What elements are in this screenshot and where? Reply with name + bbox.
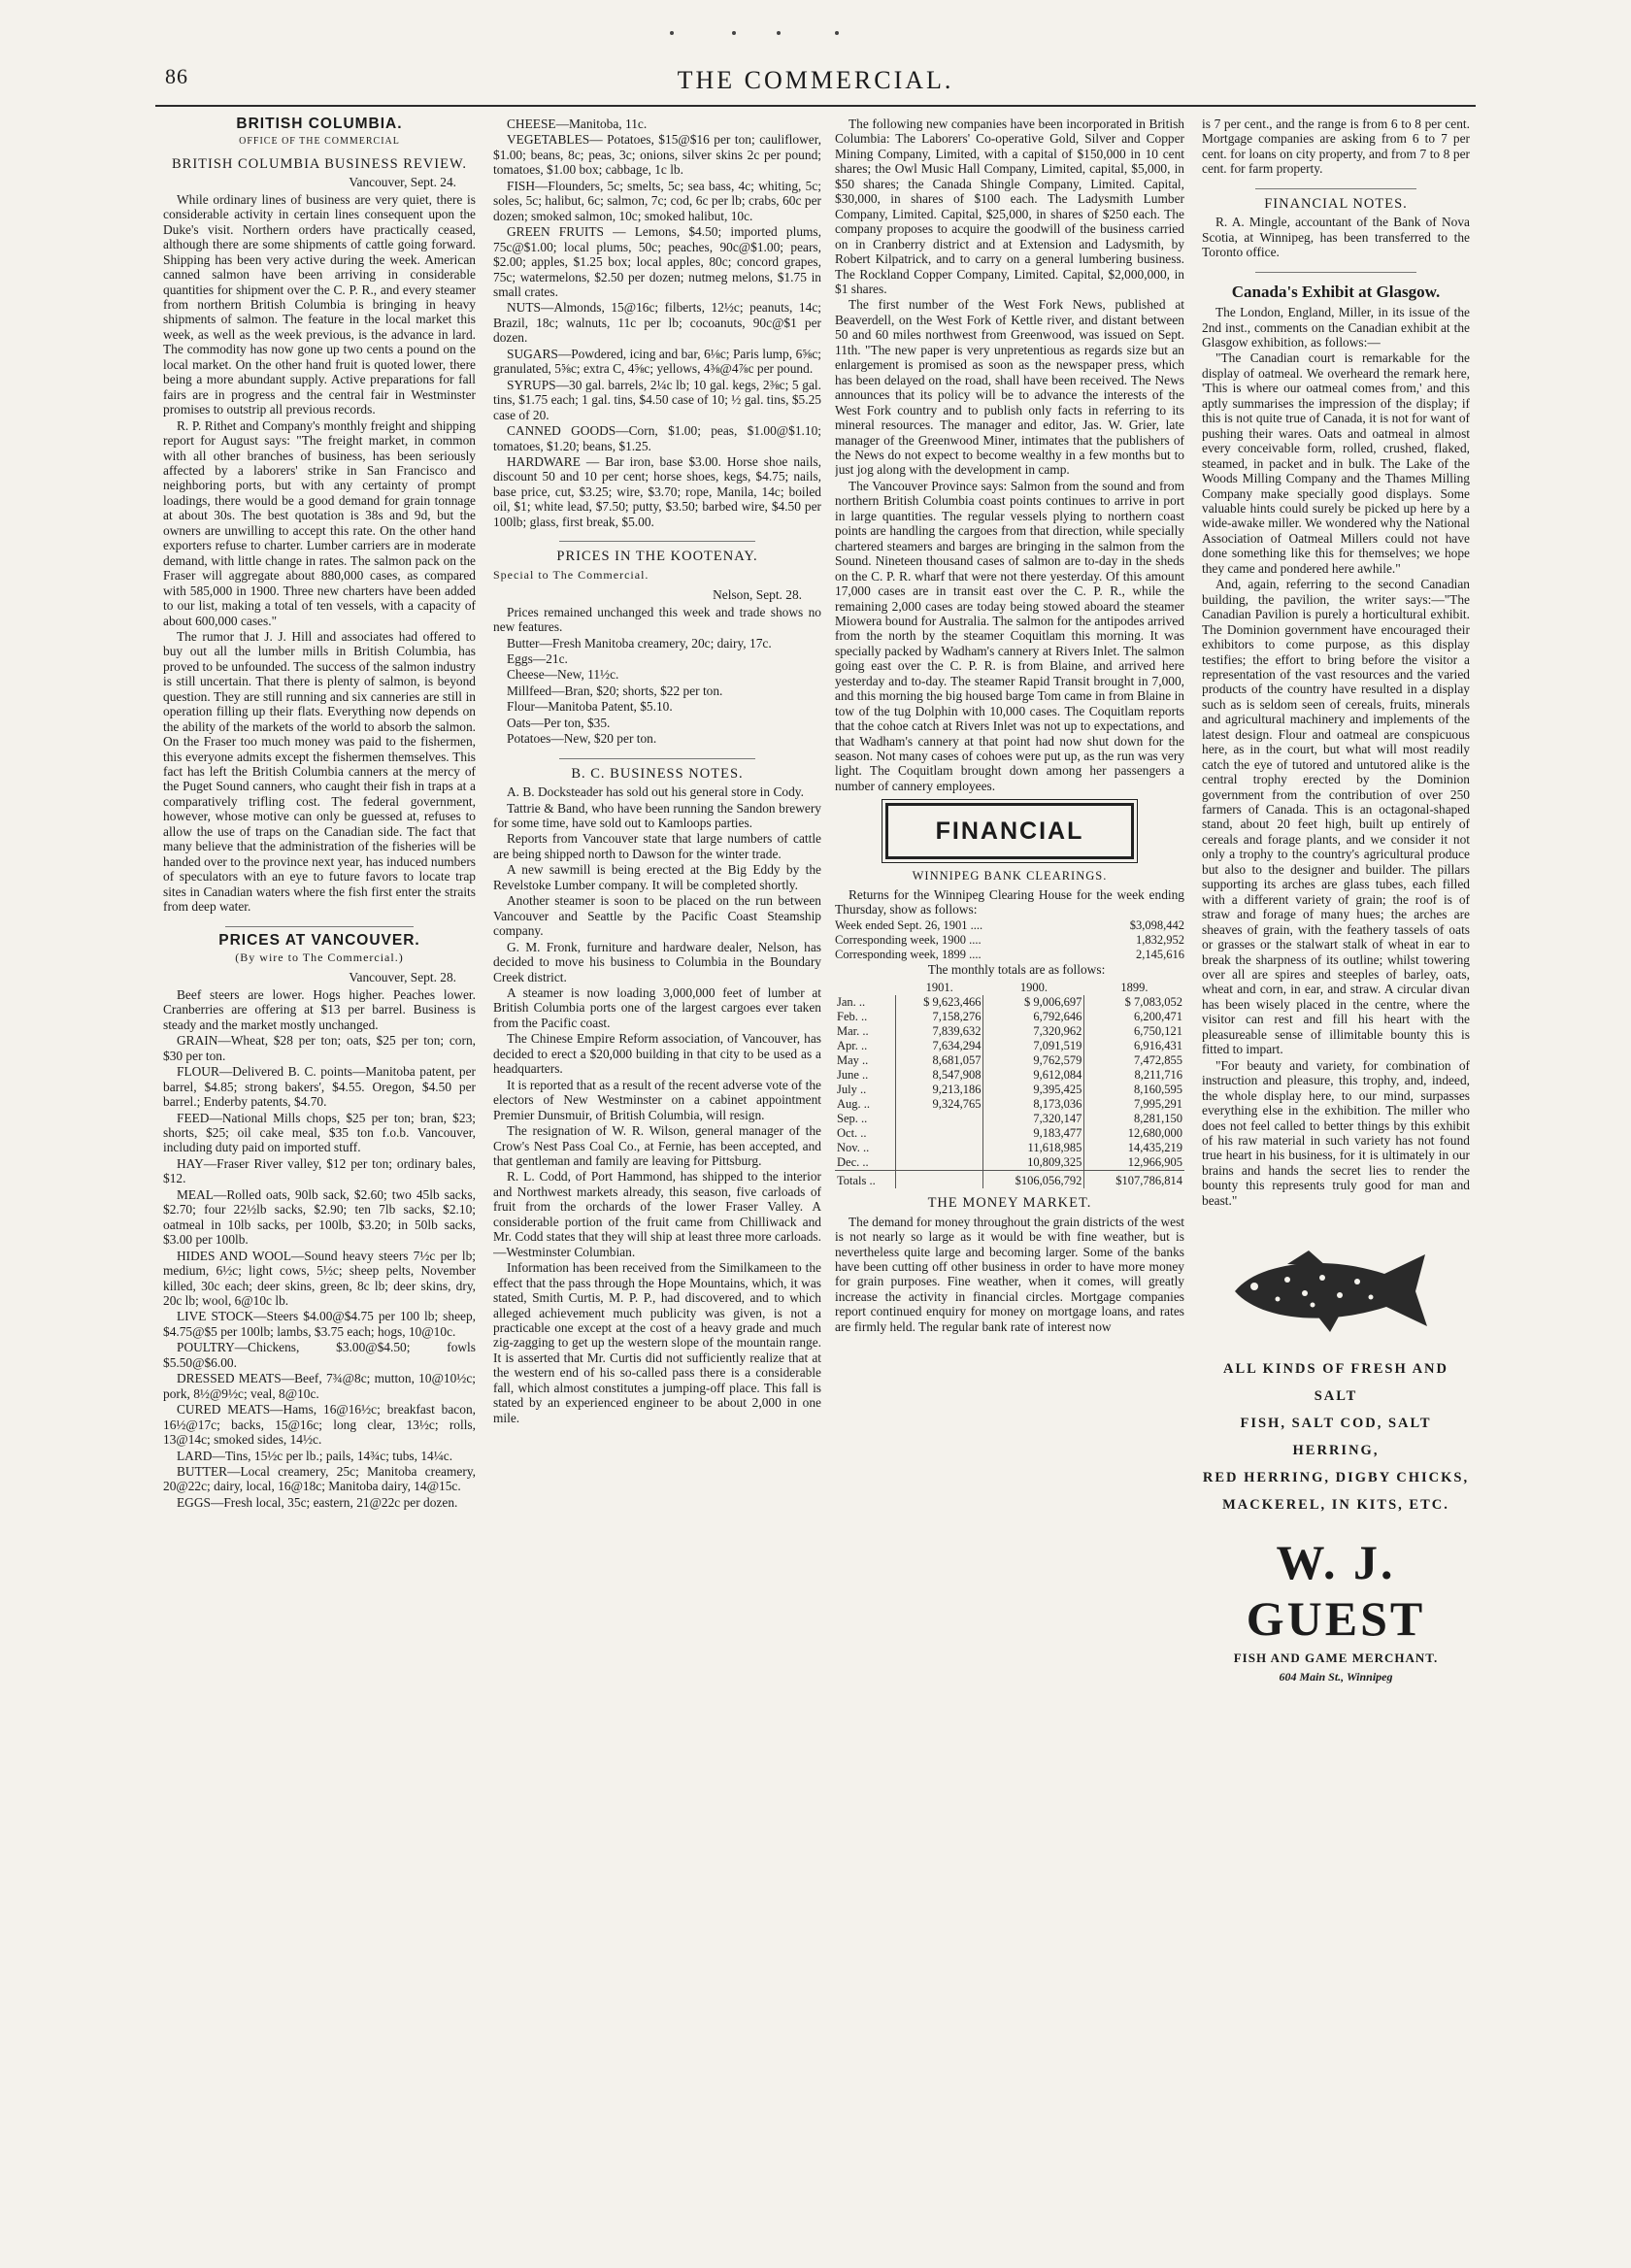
separator: [1255, 272, 1416, 273]
paragraph: CURED MEATS—Hams, 16@16½c; breakfast bacon, 16½@17c; backs, 15@16c; long clear, 13½c; rolls, 13@14c; smoked sides, 14½c.: [163, 1402, 476, 1448]
value-1901: [895, 1141, 983, 1155]
value-1900: 7,320,147: [983, 1112, 1084, 1126]
paragraph: G. M. Fronk, furniture and hardware dealer, Nelson, has decided to move his business to Columbia in the Boundary Creek district.: [493, 939, 821, 984]
value-1899: 12,966,905: [1084, 1155, 1184, 1171]
paragraph: The rumor that J. J. Hill and associates had offered to buy out all the lumber mills in British Columbia, has proved to be unfounded. The success of the salmon industry is still uncertain. That there is plenty of salmon, is beyond question. They are still running and six canneries are still in operation filling up their flats. Everything now depends on the ability of the markets of the world to absorb the salmon. On the Fraser too much money was paid to the fishermen, this everyone admits except the fishermen themselves. This fact has left the British Columbia canners at the mercy of the Puget Sound canners, who caught their fish in traps at a comparatively trifling cost. The federal government, however, whose motive can only be guessed at, refuses to allow the use of traps on the Canadian side. The fact that many believe that the administration of the fisheries will be handed over to the province next year, has induced numbers of speculators with an eye to future favors to locate trap sites in Canadian waters where the fish first enter the straits from deep water.: [163, 628, 476, 915]
paragraph: A steamer is now loading 3,000,000 feet of lumber at British Columbia ports one of the largest cargoes ever taken from the Pacific coast.: [493, 985, 821, 1030]
year-header: 1901.: [925, 981, 953, 995]
table-row: [835, 1053, 1184, 1068]
paragraph: HAY—Fraser River valley, $12 per ton; ordinary bales, $12.: [163, 1155, 476, 1186]
month-cell: June ..: [837, 1068, 869, 1083]
year-header: 1899.: [1120, 981, 1148, 995]
review-body: [163, 192, 476, 915]
month-cell: July ..: [837, 1083, 867, 1097]
value-1900: 9,395,425: [983, 1083, 1084, 1097]
glasgow-exhibit-body: [1202, 305, 1470, 1208]
clearings-title: WINNIPEG BANK CLEARINGS.: [912, 869, 1108, 884]
kootenay-prices: [493, 636, 821, 747]
table-row: [835, 1155, 1184, 1171]
totals-cell: Totals ..: [835, 1171, 895, 1189]
month-cell: Aug. ..: [837, 1097, 871, 1112]
table-row: [835, 1112, 1184, 1126]
paragraph: R. L. Codd, of Port Hammond, has shipped to the interior and Northwest markets already, this season, five carloads of fruit from the orchards of the lower Fraser Valley. A considerable portion of the fruit came from Chilliwack and Mr. Codd states that they will ship at least three more carloads.—Westminster Columbian.: [493, 1169, 821, 1259]
month-cell: Nov. ..: [837, 1141, 870, 1155]
paragraph: It is reported that as a result of the recent adverse vote of the electors of New Westminster on a cabinet appointment Premier Dunsmuir, of British Columbia, will resign.: [493, 1077, 821, 1122]
table-row: [835, 933, 1184, 948]
paragraph: Eggs—21c.: [507, 650, 568, 666]
table-row: [835, 995, 1184, 1010]
ad-line-3: RED HERRING, DIGBY CHICKS,: [1202, 1470, 1470, 1486]
paragraph: Flour—Manitoba Patent, $5.10.: [507, 699, 673, 715]
week-value: $3,098,442: [1129, 917, 1184, 932]
month-cell: Apr. ..: [837, 1039, 868, 1053]
paragraph: FEED—National Mills chops, $25 per ton; bran, $23; shorts, $25; oil cake meal, $35 ton f.o.b. Vancouver, including duty paid on imported stuff.: [163, 1110, 476, 1155]
financial-banner: FINANCIAL: [885, 803, 1134, 859]
paragraph: Cheese—New, 11½c.: [507, 667, 619, 683]
paragraph: HIDES AND WOOL—Sound heavy steers 7½c per lb; medium, 6½c; light cows, 5½c; sheep pelts, November killed, 30c each; deer skins, green, 8c lb; deer skins, dry, 20c lb; wool, 6@10c lb.: [163, 1248, 476, 1308]
table-row: [835, 1068, 1184, 1083]
month-cell: Jan. ..: [837, 995, 866, 1010]
column-4: [1202, 117, 1470, 2262]
paragraph: The Chinese Empire Reform association, of Vancouver, has decided to erect a $20,000 building in that city to be used as a headquarters.: [493, 1031, 821, 1077]
value-1900: 9,762,579: [983, 1053, 1084, 1068]
month-cell: Oct. ..: [837, 1126, 867, 1141]
financial-notes-body: R. A. Mingle, accountant of the Bank of Nova Scotia, at Winnipeg, has been transferred to the Toronto office.: [1202, 215, 1470, 260]
review-title: BRITISH COLUMBIA BUSINESS REVIEW.: [172, 155, 467, 172]
paragraph: VEGETABLES— Potatoes, $15@$16 per ton; cauliflower, $1.00; beans, 8c; peas, 3c; onions, silver skins 2c per pound; tomatoes, $1.00 box; cabbage, 1c lb.: [493, 132, 821, 178]
value-1900: 7,091,519: [983, 1039, 1084, 1053]
value-1901: 9,324,765: [895, 1097, 983, 1112]
kootenay-intro: Prices remained unchanged this week and trade shows no new features.: [493, 604, 821, 635]
month-cell: Sep. ..: [837, 1112, 868, 1126]
page-number: 86: [165, 64, 188, 88]
value-1901: [895, 1126, 983, 1141]
value-1899: $ 7,083,052: [1084, 995, 1184, 1010]
value-1900: 9,183,477: [983, 1126, 1084, 1141]
column-3: [835, 117, 1184, 2262]
value-1901: [895, 1155, 983, 1171]
review-dateline: Vancouver, Sept. 24.: [349, 175, 456, 190]
paragraph: Oats—Per ton, $35.: [507, 715, 611, 730]
kootenay-dateline: Nelson, Sept. 28.: [713, 587, 802, 603]
print-specks: [660, 31, 854, 37]
paragraph: R. P. Rithet and Company's monthly freight and shipping report for August says: "The freight market, in common with all other branches of business, has been seriously affected by a laborers' strike in San Francisco and neighboring ports, but with any certainty of prompt loadings, there would be a good demand for grain tonnage at about 30s. The best quotation is 38s and 9d, but the owners are unwilling to accept this rate. On the other hand exporters refuse to charter. Lumber carriers are in moderate demand, with little change in rates. The salmon pack on the Fraser will aggregate about 880,000 cases, as compared with 585,000 in 1900. Three new charters have been added to our list, making a total of ten vessels, with a capacity of about 600,000 cases.": [163, 417, 476, 628]
fish-icon: [1219, 1241, 1452, 1338]
fish-merchant-advertisement: [1202, 1241, 1470, 1684]
paragraph: Information has been received from the Similkameen to the effect that the pass through the Hope Mountains, which, it was stated, Smith Curtis, M. P. P., had discovered, and to which alleged achievement much publicity was given, is not a practicable one except at the cost of a heavy grade and much zig-zagging to get up the western slope of the mountain range. It is asserted that Mr. Curtis did not sufficiently realize that at the western end of his so-called pass there is a considerable fall, which almost constitutes a jumping-off place. This fall is stated by an experienced engineer to be about 2,000 in one mile.: [493, 1260, 821, 1425]
separator: [1255, 188, 1416, 189]
money-market-body: The demand for money throughout the grain districts of the west is not nearly so large as it would be with fine weather, but is nevertheless quite large and becoming larger. Some of the banks have been cutting off other business in order to have more money for grain purposes. Fine weather, when it comes, will greatly increase the activity in financial circles. Mortgage companies report continued enquiry for money on mortgage loans, and rates are firmly held. The regular bank rate of interest now: [835, 1214, 1184, 1334]
table-row: [835, 918, 1184, 933]
paragraph: DRESSED MEATS—Beef, 7¾@8c; mutton, 10@10½c; pork, 8½@9½c; veal, 8@10c.: [163, 1371, 476, 1401]
ad-line-4: MACKEREL, IN KITS, ETC.: [1222, 1497, 1449, 1514]
table-header-row: [835, 981, 1184, 995]
separator: [225, 926, 413, 927]
value-1901: 8,681,057: [895, 1053, 983, 1068]
value-1900: 8,173,036: [983, 1097, 1084, 1112]
week-label: Corresponding week, 1899 ....: [835, 947, 982, 961]
paragraph: The resignation of W. R. Wilson, general manager of the Crow's Nest Pass Coal Co., at Fernie, has been accepted, and that gentleman and family are leaving for Pittsburg.: [493, 1123, 821, 1168]
masthead: THE COMMERCIAL.: [677, 66, 954, 94]
office-line: OFFICE OF THE COMMERCIAL: [239, 136, 400, 148]
paragraph: The first number of the West Fork News, published at Beaverdell, on the West Fork of Kettle river, and distant between 50 and 60 miles northwest from Greenwood, was issued on Sept. 11th. "The new paper is very unpretentious as regards size but an enlargement is promised as soon as the newspaper press, which has been delayed on the road, shall have been received. The News announces that its policy will be to advance the interests of the West Fork country and to publish only facts in referring to its mineral resources. The manager and editor, Jas. W. Grier, late manager of the Greenwood Miner, intimates that the publishers of the News do not expect to become wealthy in a few months but to just jog along with the development in camp.: [835, 297, 1184, 478]
month-cell: Dec. ..: [837, 1155, 869, 1170]
clearings-intro: Returns for the Winnipeg Clearing House for the week ending Thursday, show as follows:: [835, 886, 1184, 917]
money-market-continued: is 7 per cent., and the range is from 6 to 8 per cent. Mortgage companies are asking from 6 to 7 per cent. for loans on city property, and from 7 to 8 per cent. for farm property.: [1202, 117, 1470, 177]
week-label: Corresponding week, 1900 ....: [835, 932, 982, 947]
value-1899: 7,995,291: [1084, 1097, 1184, 1112]
ad-line-2: FISH, SALT COD, SALT HERRING,: [1240, 1416, 1432, 1459]
week-value: 1,832,952: [1136, 932, 1184, 947]
value-1901: [895, 1112, 983, 1126]
paragraph: Butter—Fresh Manitoba creamery, 20c; dairy, 17c.: [507, 635, 772, 650]
table-row: [835, 948, 1184, 962]
value-1899: 6,916,431: [1084, 1039, 1184, 1053]
value-1900: 10,809,325: [983, 1155, 1084, 1171]
table-row: [835, 1126, 1184, 1141]
paragraph: The London, England, Miller, in its issue of the 2nd inst., comments on the Canadian exhibit at the Glasgow exhibition, as follows:—: [1202, 305, 1470, 350]
value-1899: 12,680,000: [1084, 1126, 1184, 1141]
paragraph: CHEESE—Manitoba, 11c.: [507, 117, 648, 131]
paragraph: POULTRY—Chickens, $3.00@$4.50; fowls $5.50@$6.00.: [163, 1340, 476, 1370]
year-header: 1900.: [1019, 981, 1048, 995]
value-1899: 8,211,716: [1084, 1068, 1184, 1083]
paragraph: NUTS—Almonds, 15@16c; filberts, 12½c; peanuts, 14c; Brazil, 18c; walnuts, 11c per lb; cocoanuts, 90c@$1 per dozen.: [493, 300, 821, 346]
paragraph: GRAIN—Wheat, $28 per ton; oats, $25 per ton; corn, $30 per ton.: [163, 1033, 476, 1063]
companies-body: [835, 117, 1184, 793]
value-1900: $ 9,006,697: [983, 995, 1084, 1010]
paragraph: FLOUR—Delivered B. C. points—Manitoba patent, per barrel, $4.85; strong bakers', $4.55. Oregon, $4.50 per barrel.; Enderby patents, $4.70.: [163, 1064, 476, 1110]
paragraph: SUGARS—Powdered, icing and bar, 6⅛c; Paris lump, 6⅝c; granulated, 5⅝c; extra C, 4⅝c; yellows, 4⅜@4⅞c per pound.: [493, 346, 821, 377]
totals-cell: [895, 1171, 983, 1189]
bc-notes-title: B. C. BUSINESS NOTES.: [571, 765, 744, 782]
paragraph: Beef steers are lower. Hogs higher. Peaches lower. Cranberries are offering at $13 per barrel. Business is steady and the market mostly unchanged.: [163, 986, 476, 1032]
week-value: 2,145,616: [1136, 947, 1184, 961]
value-1899: 6,750,121: [1084, 1024, 1184, 1039]
paragraph: CANNED GOODS—Corn, $1.00; peas, $1.00@$1.10; tomatoes, $1.20; beans, $1.25.: [493, 423, 821, 453]
prices-continued: [493, 117, 821, 529]
value-1901: 7,839,632: [895, 1024, 983, 1039]
value-1901: 7,158,276: [895, 1010, 983, 1024]
paragraph: Millfeed—Bran, $20; shorts, $22 per ton.: [507, 683, 723, 698]
value-1900: 11,618,985: [983, 1141, 1084, 1155]
paragraph: BUTTER—Local creamery, 25c; Manitoba creamery, 20@22c; dairy, local, 16@18c; Manitoba dairy, 14@15c.: [163, 1463, 476, 1494]
value-1900: 9,612,084: [983, 1068, 1084, 1083]
value-1901: $ 9,623,466: [895, 995, 983, 1010]
table-row: [835, 1141, 1184, 1155]
value-1899: 8,281,150: [1084, 1112, 1184, 1126]
header-rule: [155, 105, 1476, 107]
table-row: [835, 1097, 1184, 1112]
column-1: [163, 117, 476, 2262]
money-market-title: THE MONEY MARKET.: [927, 1195, 1092, 1212]
paragraph: A. B. Docksteader has sold out his general store in Cody.: [507, 784, 804, 800]
section-title-british-columbia: BRITISH COLUMBIA.: [236, 117, 403, 132]
table-row: [835, 1010, 1184, 1024]
prices-vancouver-dateline: Vancouver, Sept. 28.: [349, 970, 456, 985]
value-1901: 8,547,908: [895, 1068, 983, 1083]
paragraph: LIVE STOCK—Steers $4.00@$4.75 per 100 lb; sheep, $4.75@$5 per 100lb; lambs, $3.75 each; hogs, 10@10c.: [163, 1309, 476, 1339]
ad-merchant-name: W. J. GUEST: [1246, 1535, 1426, 1647]
value-1900: 6,792,646: [983, 1010, 1084, 1024]
value-1900: 7,320,962: [983, 1024, 1084, 1039]
value-1899: 7,472,855: [1084, 1053, 1184, 1068]
financial-notes-title: FINANCIAL NOTES.: [1264, 195, 1408, 212]
value-1901: 9,213,186: [895, 1083, 983, 1097]
column-2: [493, 117, 821, 2262]
separator: [559, 758, 756, 759]
separator: [559, 541, 756, 542]
paragraph: The Vancouver Province says: Salmon from the sound and from northern British Columbia coast points continues to arrive in port in large quantities. The regular vessels plying to northern coast points are handling the cargoes from that direction, while specially chartered steamers and barges are bringing in the salmon from the Sound. Nineteen thousand cases of salmon are to-day in the sheds on the C. P. R. wharf that were not there yesterday. Of this amount 17,000 cases are in transit east over the C. P. R., while the remaining 2,000 cases are today being stowed aboard the steamer Miowera bound for Australia. The salmon for the antipodes arrived from the north by the steamer Coquitlam this morning. It was specially packed by Wadham's cannery at Rivers Inlet. The salmon going east over the C. P. R. is from Blaine, and arrived here yesterday and to-day. The steamer Rapid Transit brought in 7,000, and this morning the big housed barge Tom came in from Blaine in tow of the tug Dolphin with 10,000 cases. The Coquitlam reports that the cohoe catch at Rivers Inlet was not up to expectations, and that Wadham's cannery at that point had now shut down for the season. Not many cases of cohoes were put up, as the run was very light. The Coquitlam brought down among her passengers a number of cannery employees.: [835, 478, 1184, 793]
prices-vancouver-sub: (By wire to The Commercial.): [235, 951, 404, 965]
paragraph: The following new companies have been incorporated in British Columbia: The Laborers' Co-operative Gold, Silver and Copper Mining Company, Limited, with a capital of $150,000 in 10 cent shares; the Owl Music Hall Company, Limited, capital, $5,000, in $50 shares; the Canada Shingle Company, Limited. Capital, $30,000, in shares of $100 each. The Ladysmith Lumber Company, Limited. Capital, $25,000, in shares of $250 each. The company proposes to acquire the goodwill of the business carried on in Cranberry district and at Extension and Ladysmith, by Robert Kilpatrick, and to carry on a general lumbering business. The Rockland Copper Company, Limited. Capital, $2,000,000, in $1 shares.: [835, 117, 1184, 296]
value-1901: 7,634,294: [895, 1039, 983, 1053]
prices-vancouver-title: PRICES AT VANCOUVER.: [218, 931, 420, 949]
value-1899: 14,435,219: [1084, 1141, 1184, 1155]
ad-address: 604 Main St., Winnipeg: [1279, 1669, 1393, 1684]
paragraph: MEAL—Rolled oats, 90lb sack, $2.60; two 45lb sacks, $2.70; four 22½lb sacks, $2.90; ten 7lb sacks, $2.10; oatmeal in 10lb sacks, per 100lb, $3.20; in 50lb sacks, $3.00 per 100lb.: [163, 1186, 476, 1248]
paragraph: EGGS—Fresh local, 35c; eastern, 21@22c per dozen.: [177, 1494, 458, 1510]
paragraph: HARDWARE — Bar iron, base $3.00. Horse shoe nails, discount 50 and 10 per cent; horse shoes, kegs, $4.75; nails, base price, cut, $3.25; wire, $3.70; rope, Manila, 14c; boiled oil, $1; white lead, $7.50; putty, $3.50; barbed wire, $4.50 per 100lb; glass, first break, $5.00.: [493, 453, 821, 529]
paragraph: LARD—Tins, 15½c per lb.; pails, 14¾c; tubs, 14¼c.: [177, 1448, 453, 1463]
paragraph: FISH—Flounders, 5c; smelts, 5c; sea bass, 4c; whiting, 5c; soles, 5c; halibut, 6c; salmon, 7c; cod, 6c per lb; crabs, 60c per dozen; smoked salmon, 10c; smoked halibut, 10c.: [493, 178, 821, 223]
ad-tagline: FISH AND GAME MERCHANT.: [1233, 1651, 1439, 1666]
value-1899: 6,200,471: [1084, 1010, 1184, 1024]
table-row: [835, 1024, 1184, 1039]
glasgow-exhibit-title: Canada's Exhibit at Glasgow.: [1231, 282, 1441, 301]
table-row: [835, 1039, 1184, 1053]
weekly-clearings-table: [835, 918, 1184, 962]
monthly-intro: The monthly totals are as follows:: [927, 961, 1106, 977]
ad-line-1: ALL KINDS OF FRESH AND SALT: [1223, 1361, 1448, 1405]
bc-notes-body: [493, 784, 821, 1425]
totals-row: [835, 1171, 1184, 1189]
paragraph: And, again, referring to the second Canadian building, the pavilion, the writer says:—"The Canadian Pavilion is purely a horticultural exhibit. The Dominion government have encouraged their exhibitors to come purpose, as this display testifies; the effort to bring before the visitor a representation of the vast resources and the varied products of the country have resulted in a display such as is seldom seen of cereals, fruits, minerals and agricultural machinery and implements of the latest design. Flour and oatmeal are conspicuous here, as in the court, but what will most readily catch the eye of tutored and untutored alike is the central trophy erected by the Dominion government from the contribution of over 250 farmers of Canada. This is an octagonal-shaped stand, about 20 feet high, built up entirely of cereals and forage plants, and we consider it not only a trophy to the country's agricultural produce but also to the designer and builder. The pillars supporting its arches are glass tubes, each filled with a different variety of grain; the roof is of straw and forage of many hues; the arches are sheaves of grain, with the feathery tassels of oats or grasses or the stalwart stalk of wheat in ear to break the sharpness of its outline; whilst towering over all are spires and steeples of barley, oats, wheat and corn, in ear, and straw. A circular divan has been wisely placed in the centre, where the visitor can rest and fill his heart with the pleasureable sense of illimitable bounty this is fitted to impart.: [1202, 577, 1470, 1057]
totals-cell: $106,056,792: [983, 1171, 1084, 1189]
paragraph: GREEN FRUITS — Lemons, $4.50; imported plums, 75c@$1.00; local plums, 50c; peaches, 90c@$1.00; pears, $2.00; apples, $1.25 box; local apples, 80c; concord grapes, 75c; watermelons, $2.50 per dozen; nutmeg melons, $1.75 in small crates.: [493, 224, 821, 299]
month-cell: Mar. ..: [837, 1024, 869, 1039]
paragraph: "The Canadian court is remarkable for the display of oatmeal. We overheard the remark here, 'This is where our oatmeal comes from,' and this aptly summarises the impression of the display; if this is not quite true of Canada, it is not for want of pushing their wares. Oats and oatmeal in almost every conceivable form, rolled, crushed, flaked, steamed, in packet and in bulk. The Lake of the Woods Milling Company and the Thames Milling Company make specially good displays. Some valuable hints could surely be picked up here by a wide-awake miller. We wondered why the National Association of Oatmeal Millers could not have done something like this for themselves; we hope they came and pondered here awhile.": [1202, 350, 1470, 576]
month-cell: May ..: [837, 1053, 869, 1068]
table-row: [835, 1083, 1184, 1097]
paragraph: While ordinary lines of business are very quiet, there is considerable activity in certain lines consequent upon the Duke's visit. Northern orders have practically ceased, although there are some shipments of cattle going forward. Shipping has been very active during the week. American canned salmon have been arriving in considerable quantities for shipment over the C. P. R., and every steamer from northern British Columbia is bringing in heavy shipments of salmon. The feature in the local market this week, as well as the week previous, is the advance in lard. The commodity has now gone up two cents a pound on the local market. On the other hand fruit is quoted lower, there being a more abundant supply. Active preparations for fall fairs are in progress and the central fair in Westminster promises to outstrip all previous records.: [163, 191, 476, 417]
paragraph: Potatoes—New, $20 per ton.: [507, 731, 657, 747]
prices-vancouver-body: [163, 987, 476, 1510]
paragraph: Reports from Vancouver state that large numbers of cattle are being shipped north to Dawson for the winter trade.: [493, 831, 821, 861]
monthly-clearings-table: [835, 981, 1184, 1188]
paragraph: Tattrie & Band, who have been running the Sandon brewery for some time, have sold out to Kamloops parties.: [493, 800, 821, 831]
paragraph: SYRUPS—30 gal. barrels, 2¼c lb; 10 gal. kegs, 2⅜c; 5 gal. tins, $1.75 each; 1 gal. tins, $4.50 case of 10; ½ gal. tins, $5.25 case of 20.: [493, 377, 821, 422]
kootenay-sub: Special to The Commercial.: [493, 567, 649, 582]
paragraph: A new sawmill is being erected at the Big Eddy by the Revelstoke Lumber company. It will be completed shortly.: [493, 862, 821, 892]
paragraph: Another steamer is soon to be placed on the run between Vancouver and Seattle by the Pacific Coast Steamship company.: [493, 893, 821, 939]
totals-cell: $107,786,814: [1084, 1171, 1184, 1189]
kootenay-title: PRICES IN THE KOOTENAY.: [556, 549, 758, 565]
week-label: Week ended Sept. 26, 1901 ....: [835, 917, 983, 932]
month-cell: Feb. ..: [837, 1010, 868, 1024]
value-1899: 8,160,595: [1084, 1083, 1184, 1097]
paragraph: "For beauty and variety, for combination of instruction and pleasure, this trophy, and, indeed, the whole display here, to our mind, surpasses everything else in the exhibition. The miller who does not feel called to better things by this exhibit of his raw material in such variety has not found true heart in his business, for it is ultimately in our brains and hands the secret lies to render the bounty this represents truly good for man and beast.": [1202, 1057, 1470, 1208]
